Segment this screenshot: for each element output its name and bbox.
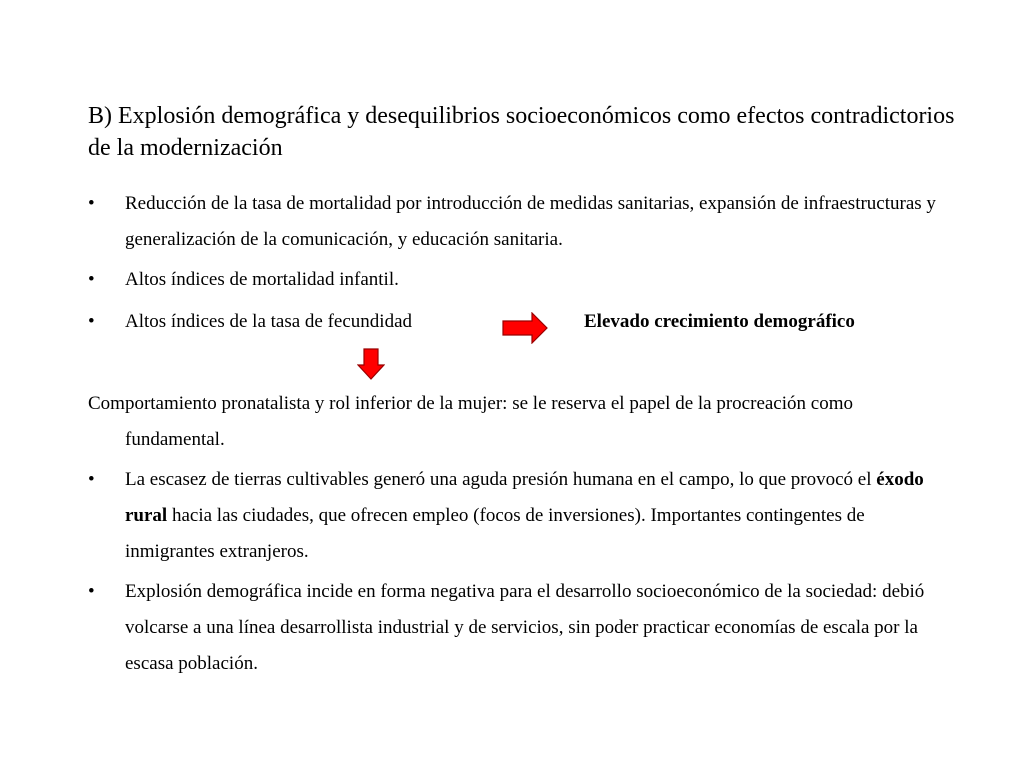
bullet-5: •: [88, 581, 95, 602]
paragraph-pronatalist: Comportamiento pronatalista y rol inferior de la mujer: se le reserva el papel de la procreación como fundamental.: [88, 393, 853, 450]
result-text: Elevado crecimiento demográfico: [584, 311, 855, 332]
bullet-1: •: [88, 193, 95, 214]
rural-exodus-text-after: hacia las ciudades, que ofrecen empleo (focos de inversiones). Importantes contingentes de inmigrantes extranjeros.: [125, 505, 865, 562]
right-arrow-icon: [502, 312, 548, 344]
bullet-3: •: [88, 311, 95, 332]
right-arrow-shape: [503, 313, 547, 343]
list-item-rural-exodus: [88, 462, 948, 570]
rural-exodus-text-before: La escasez de tierras cultivables generó una aguda presión humana en el campo, lo que provocó el: [125, 469, 877, 490]
list-item-demographic-explosion: Explosión demográfica incide en forma negativa para el desarrollo socioeconómico de la sociedad: debió volcarse a una línea desarrollista industrial y de servicios, sin poder practicar economías de escala por la escasa población.: [125, 581, 925, 674]
slide-title: B) Explosión demográfica y desequilibrios socioeconómicos como efectos contradictorios de la modernización: [88, 103, 955, 161]
list-item-mortality-reduction: Reducción de la tasa de mortalidad por introducción de medidas sanitarias, expansión de infraestructuras y generalización de la comunicación, y educación sanitaria.: [125, 193, 936, 250]
down-arrow-icon: [357, 348, 385, 380]
bullet-2: •: [88, 269, 95, 290]
bullet-4: •: [88, 469, 95, 490]
list-item-fertility: Altos índices de la tasa de fecundidad: [125, 311, 413, 332]
down-arrow-shape: [358, 349, 384, 379]
list-item-infant-mortality: Altos índices de mortalidad infantil.: [125, 269, 399, 290]
rural-exodus-bold: éxodo rural: [125, 469, 924, 526]
